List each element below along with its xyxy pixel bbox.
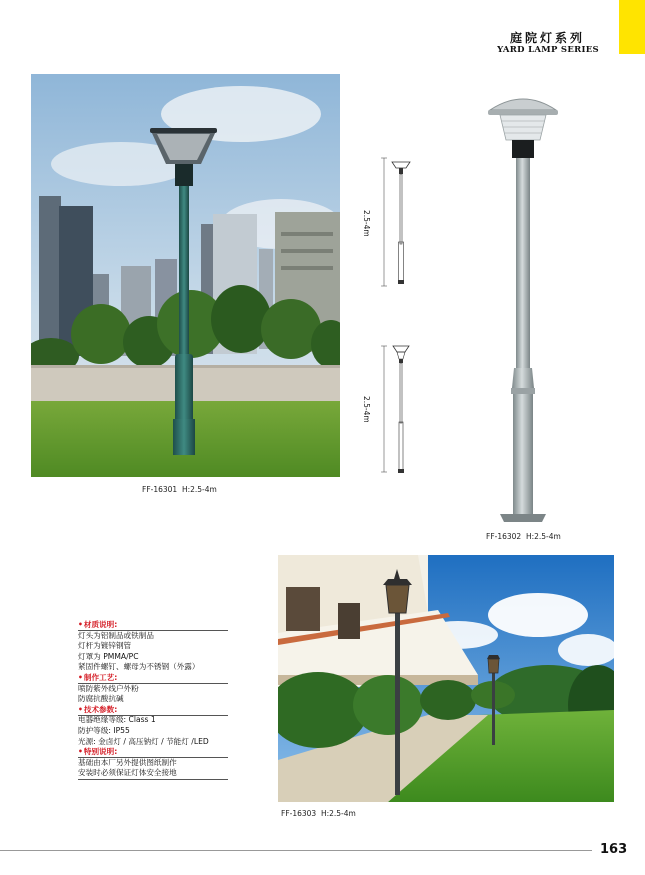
spec-line: 喷防紫外线户外粉 bbox=[78, 683, 139, 693]
footer-rule bbox=[0, 850, 592, 851]
series-title-cn: 庭院灯系列 bbox=[509, 31, 585, 45]
drawing-ff16301 bbox=[372, 152, 412, 290]
spec-section-material bbox=[78, 620, 228, 673]
spec-divider bbox=[78, 715, 228, 716]
spec-title-process: • 制作工艺: bbox=[78, 673, 228, 684]
spec-divider bbox=[78, 683, 228, 684]
spec-title-notes: • 特别说明: bbox=[78, 747, 228, 758]
product-photo-ff16302 bbox=[478, 88, 568, 528]
spec-section-notes bbox=[78, 747, 228, 779]
spec-divider bbox=[78, 779, 228, 780]
caption-ff16302: FF-16302 H:2.5-4m bbox=[486, 532, 561, 541]
drawing-ff16302 bbox=[372, 342, 412, 476]
spec-title-technical: • 技术参数: bbox=[78, 705, 228, 716]
spec-line: 安装时必须保证灯体安全接地 bbox=[78, 768, 177, 778]
spec-divider bbox=[78, 757, 228, 758]
spec-line: 灯头为铝制品或铁制品 bbox=[78, 630, 154, 640]
product-photo-ff16303 bbox=[278, 555, 614, 802]
spec-line: 紧固件螺钉、螺母为不锈钢（外露） bbox=[78, 662, 200, 672]
spec-block bbox=[78, 620, 228, 779]
spec-title-material: • 材质说明: bbox=[78, 620, 228, 631]
caption-ff16303: FF-16303 H:2.5-4m bbox=[281, 809, 356, 818]
series-title-en: YARD LAMP SERIES bbox=[497, 45, 599, 55]
spec-line: 基础由本厂另外提供图纸制作 bbox=[78, 757, 177, 767]
spec-line: 灯罩为 PMMA/PC bbox=[78, 651, 139, 661]
spec-line: 防护等级: IP55 bbox=[78, 725, 130, 735]
page-number: 163 bbox=[600, 842, 628, 857]
yellow-corner-tab bbox=[619, 0, 645, 54]
drawing-dimension-1: 2.5-4m bbox=[362, 210, 371, 237]
spec-section-technical bbox=[78, 705, 228, 747]
spec-line: 防腐抗酸抗碱 bbox=[78, 694, 124, 704]
spec-line: 光源: 金卤灯 / 高压钠灯 / 节能灯 /LED bbox=[78, 736, 209, 746]
spec-section-process bbox=[78, 673, 228, 705]
spec-divider bbox=[78, 630, 228, 631]
caption-ff16301: FF-16301 H:2.5-4m bbox=[142, 485, 217, 494]
spec-line: 灯杆为镀锌钢管 bbox=[78, 641, 132, 651]
spec-line: 电器绝缘等级: Class 1 bbox=[78, 715, 156, 725]
drawing-dimension-2: 2.5-4m bbox=[362, 396, 371, 423]
product-photo-ff16301 bbox=[31, 74, 340, 477]
